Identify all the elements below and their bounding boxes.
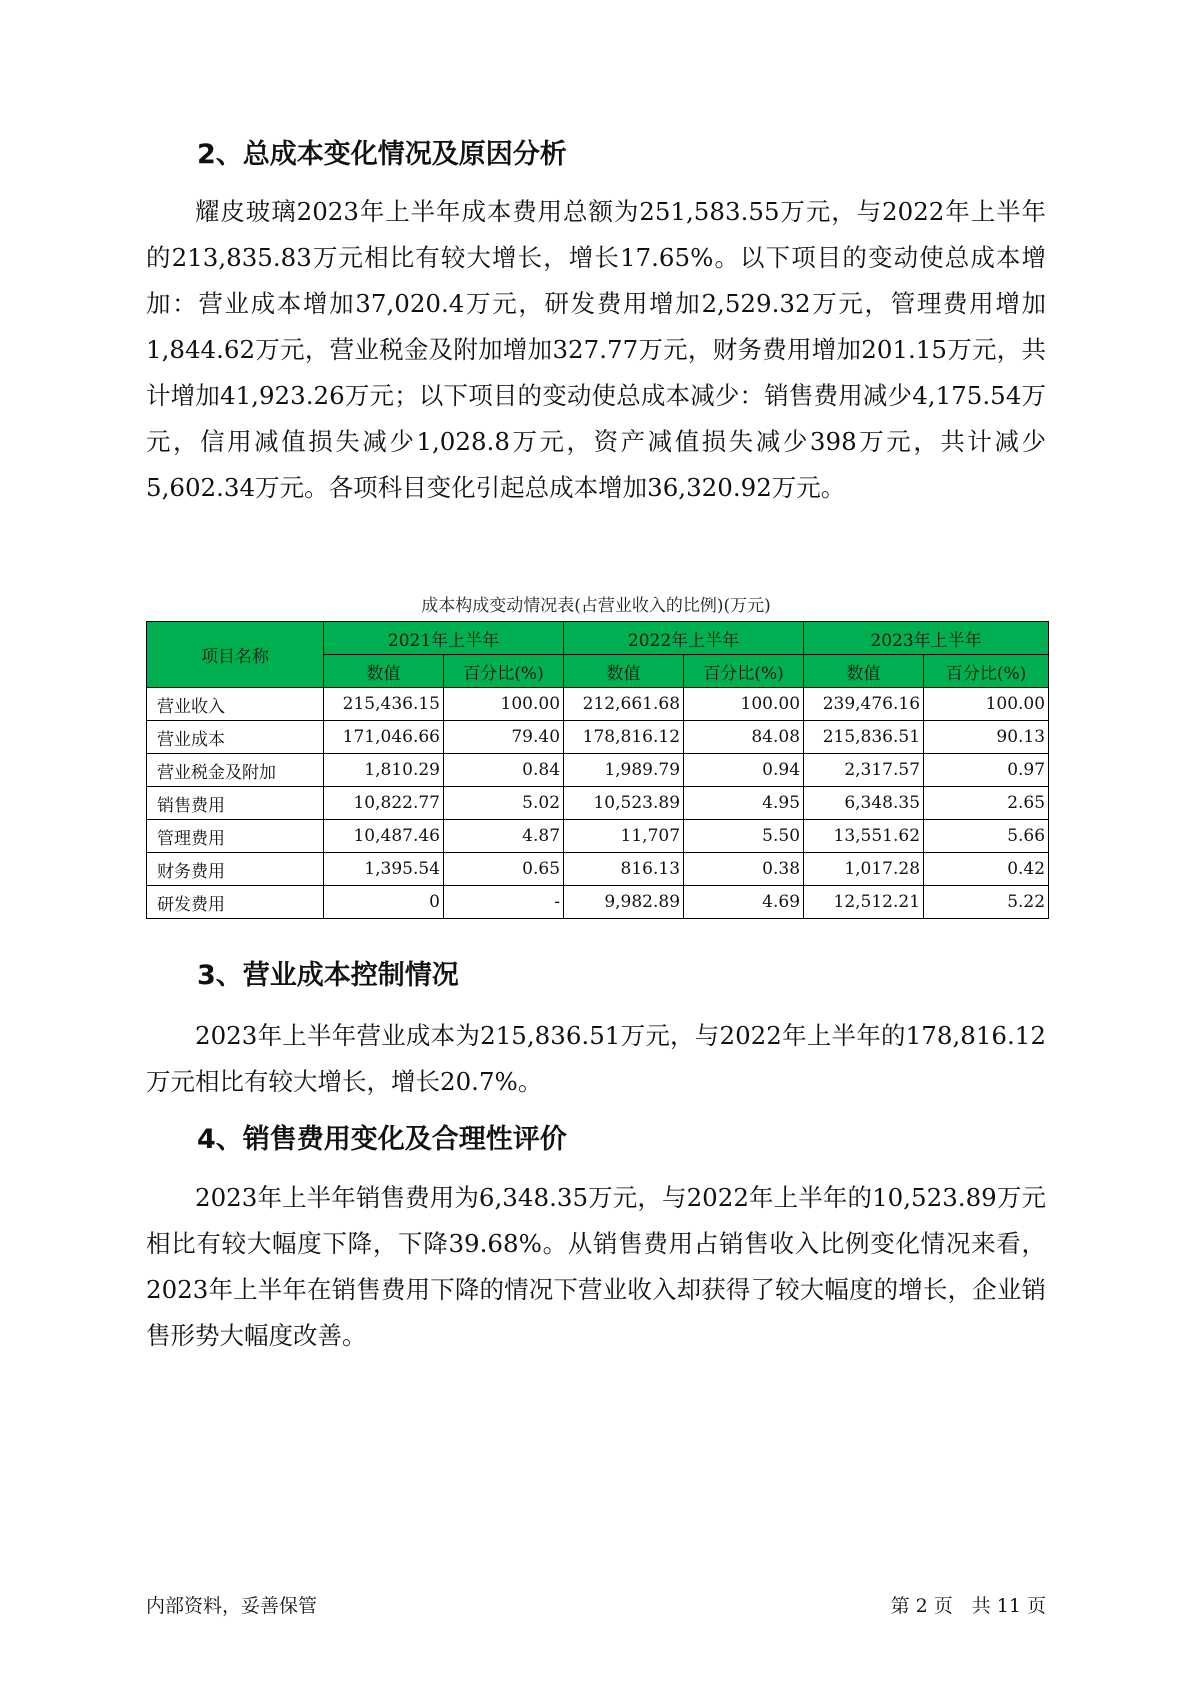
cell: 10,487.46	[324, 820, 444, 853]
subheader-percent: 百分比(%)	[684, 655, 804, 688]
section-4-paragraph: 2023年上半年销售费用为6,348.35万元，与2022年上半年的10,523.89万元相比有较大幅度下降，下降39.68%。从销售费用占销售收入比例变化情况来看，2023年上半年在销售费用下降的情况下营业收入却获得了较大幅度的增长，企业销售形势大幅度改善。	[146, 1183, 1046, 1350]
cell: 5.02	[444, 787, 564, 820]
section-2-paragraph: 耀皮玻璃2023年上半年成本费用总额为251,583.55万元，与2022年上半年的213,835.83万元相比有较大增长，增长17.65%。以下项目的变动使总成本增加：营业成本增加37,020.4万元，研发费用增加2,529.32万元，管理费用增加1,844.62万元，营业税金及附加增加327.77万元，财务费用增加201.15万元，共计增加41,923.26万元；以下项目的变动使总成本减少：销售费用减少4,175.54万元，信用减值损失减少1,028.8万元，资产减值损失减少398万元，共计减少5,602.34万元。各项科目变化引起总成本增加36,320.92万元。	[146, 197, 1046, 502]
row-name: 研发费用	[147, 886, 324, 919]
cell: 5.66	[924, 820, 1049, 853]
row-name: 营业收入	[147, 688, 324, 721]
section-3-paragraph: 2023年上半年营业成本为215,836.51万元，与2022年上半年的178,816.12万元相比有较大增长，增长20.7%。	[146, 1021, 1046, 1096]
cell: 9,982.89	[564, 886, 684, 919]
cell: 4.87	[444, 820, 564, 853]
table-caption: 成本构成变动情况表(占营业收入的比例)(万元)	[421, 596, 771, 616]
cell: 1,810.29	[324, 754, 444, 787]
cell: 215,836.51	[804, 721, 924, 754]
cell: 100.00	[444, 688, 564, 721]
cell: 816.13	[564, 853, 684, 886]
row-name: 营业税金及附加	[147, 754, 324, 787]
cell: 11,707	[564, 820, 684, 853]
cell: 1,989.79	[564, 754, 684, 787]
footer-page-number: 第 2 页 共 11 页	[890, 1595, 1046, 1617]
cell: 178,816.12	[564, 721, 684, 754]
cost-structure-table	[146, 621, 1049, 919]
cell: 12,512.21	[804, 886, 924, 919]
cell: 215,436.15	[324, 688, 444, 721]
section-2-heading: 2、总成本变化情况及原因分析	[197, 139, 567, 170]
row-name: 营业成本	[147, 721, 324, 754]
footer-confidential-note: 内部资料，妥善保管	[146, 1595, 318, 1617]
cell: 1,017.28	[804, 853, 924, 886]
header-item-name: 项目名称	[147, 622, 324, 688]
cell: 10,822.77	[324, 787, 444, 820]
cell: 1,395.54	[324, 853, 444, 886]
cell: 0.97	[924, 754, 1049, 787]
header-period-2023: 2023年上半年	[804, 622, 1049, 655]
table-row	[147, 721, 1049, 754]
cell: 100.00	[684, 688, 804, 721]
cell: 84.08	[684, 721, 804, 754]
cell: 5.22	[924, 886, 1049, 919]
subheader-value: 数值	[324, 655, 444, 688]
cell: -	[444, 886, 564, 919]
cell: 79.40	[444, 721, 564, 754]
cell: 239,476.16	[804, 688, 924, 721]
cell: 90.13	[924, 721, 1049, 754]
cell: 0.65	[444, 853, 564, 886]
table-row	[147, 853, 1049, 886]
cell: 6,348.35	[804, 787, 924, 820]
table-header-row	[147, 622, 1049, 655]
cell: 0.94	[684, 754, 804, 787]
cell: 171,046.66	[324, 721, 444, 754]
row-name: 管理费用	[147, 820, 324, 853]
table-row	[147, 688, 1049, 721]
table-row	[147, 886, 1049, 919]
cell: 212,661.68	[564, 688, 684, 721]
subheader-value: 数值	[804, 655, 924, 688]
subheader-percent: 百分比(%)	[444, 655, 564, 688]
table-row	[147, 820, 1049, 853]
row-name: 销售费用	[147, 787, 324, 820]
table-row	[147, 787, 1049, 820]
cell: 13,551.62	[804, 820, 924, 853]
subheader-percent: 百分比(%)	[924, 655, 1049, 688]
section-4-heading: 4、销售费用变化及合理性评价	[197, 1124, 567, 1155]
table-row	[147, 754, 1049, 787]
header-period-2021: 2021年上半年	[324, 622, 564, 655]
cell: 5.50	[684, 820, 804, 853]
cell: 0	[324, 886, 444, 919]
subheader-value: 数值	[564, 655, 684, 688]
cell: 0.42	[924, 853, 1049, 886]
header-period-2022: 2022年上半年	[564, 622, 804, 655]
cell: 2,317.57	[804, 754, 924, 787]
section-3-heading: 3、营业成本控制情况	[197, 960, 459, 991]
cell: 4.69	[684, 886, 804, 919]
cell: 4.95	[684, 787, 804, 820]
cell: 0.38	[684, 853, 804, 886]
cell: 100.00	[924, 688, 1049, 721]
cell: 2.65	[924, 787, 1049, 820]
cell: 0.84	[444, 754, 564, 787]
row-name: 财务费用	[147, 853, 324, 886]
cell: 10,523.89	[564, 787, 684, 820]
